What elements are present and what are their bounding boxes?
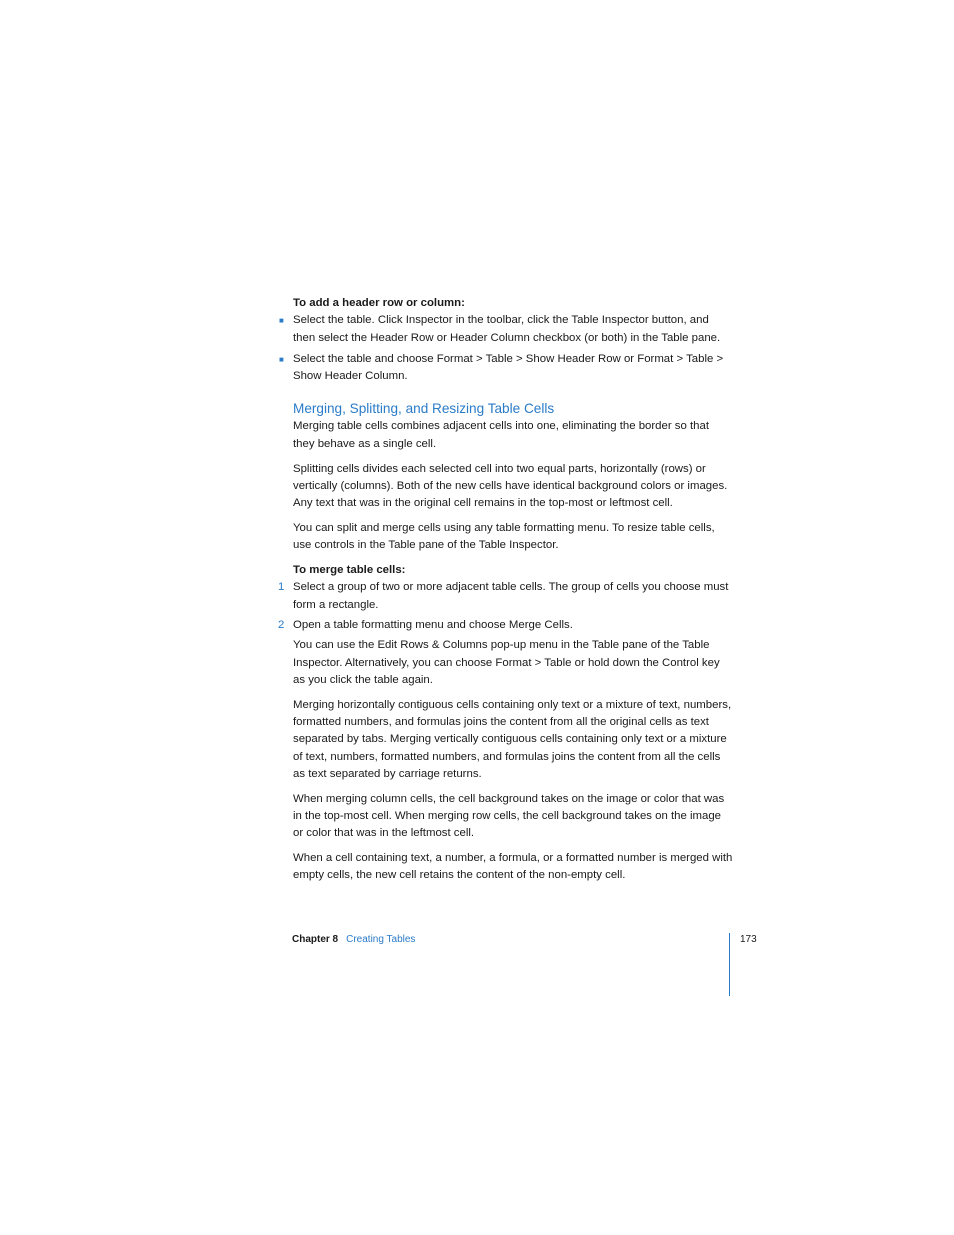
task-heading-merge-cells: To merge table cells: <box>293 564 406 577</box>
page-body <box>278 295 733 892</box>
step-text: Open a table formatting menu and choose Merge Cells. <box>293 618 573 631</box>
paragraph: When a cell containing text, a number, a formula, or a formatted number is merged with empty cells, the new cell retains the content of the non-empty cell. <box>293 852 733 882</box>
paragraph: You can use the Edit Rows & Columns pop-up menu in the Table pane of the Table Inspector. Alternatively, you can choose Format > Table or hold down the Control key as you click the table again. <box>293 639 720 686</box>
square-bullet-icon: ■ <box>279 316 284 326</box>
square-bullet-icon: ■ <box>279 354 284 364</box>
task-heading-header-row: To add a header row or column: <box>293 297 465 309</box>
chapter-label: Chapter 8 <box>292 934 339 945</box>
step-number: 1 <box>278 581 285 594</box>
step-number: 2 <box>278 618 285 631</box>
header-row-bullet-list <box>279 312 733 385</box>
paragraph: Merging table cells combines adjacent cells into one, eliminating the border so that they behave as a single cell. <box>293 420 709 450</box>
list-item <box>279 351 733 386</box>
section-title: Merging, Splitting, and Resizing Table Cells <box>293 401 555 417</box>
list-item <box>279 312 733 347</box>
list-item <box>278 617 733 634</box>
bullet-text: Select the table and choose Format > Table > Show Header Row or Format > Table > Show Header Column. <box>293 352 724 383</box>
paragraph: You can split and merge cells using any table formatting menu. To resize table cells, use controls in the Table pane of the Table Inspector. <box>293 521 715 552</box>
paragraph: Splitting cells divides each selected cell into two equal parts, horizontally (rows) or vertically (columns). Both of the new cells have identical background colors or images. Any text that was in the original cell remains in the top-most or leftmost cell. <box>293 462 728 510</box>
step-text: Select a group of two or more adjacent table cells. The group of cells you choose must form a rectangle. <box>293 581 729 611</box>
footer-divider <box>729 933 730 996</box>
paragraph: Merging horizontally contiguous cells containing only text or a mixture of text, numbers, formatted numbers, and formulas joins the content from all the original cells as text separated by tabs. Merging vertically contiguous cells containing only text or a mixture of text, numbers, formatted numbers, and formulas joins the content from all the cells as text separated by carriage returns. <box>293 698 732 780</box>
paragraph: When merging column cells, the cell background takes on the image or color that was in the top-most cell. When merging row cells, the cell background takes on the image or color that was in the leftmost cell. <box>293 792 725 840</box>
page-number: 173 <box>740 934 757 945</box>
bullet-text: Select the table. Click Inspector in the toolbar, click the Table Inspector button, and then select the Header Row or Header Column checkbox (or both) in the Table pane. <box>293 314 721 344</box>
chapter-title: Creating Tables <box>346 934 416 945</box>
page-footer <box>292 933 415 947</box>
merge-steps-list <box>278 579 733 634</box>
list-item <box>278 579 733 614</box>
